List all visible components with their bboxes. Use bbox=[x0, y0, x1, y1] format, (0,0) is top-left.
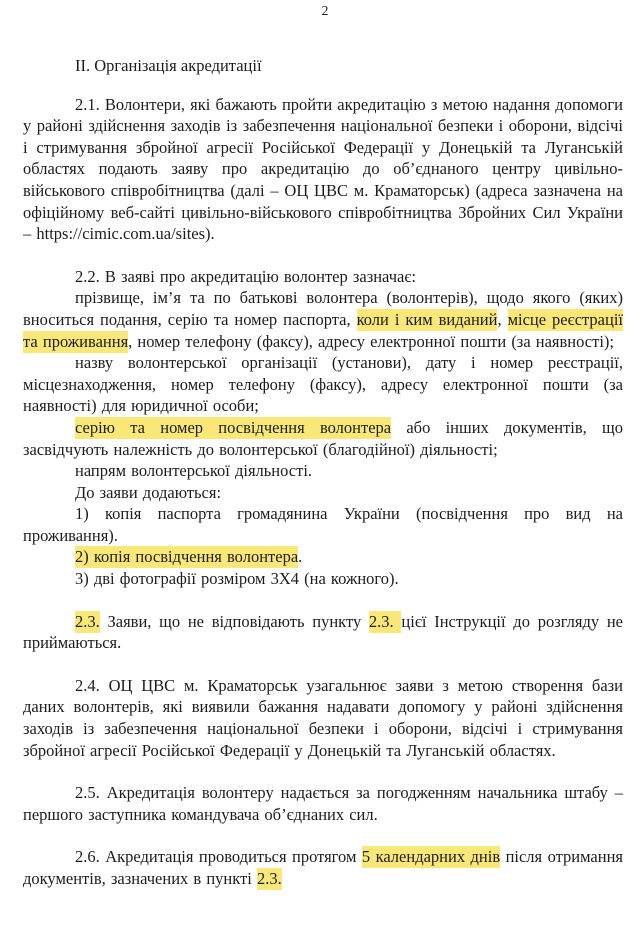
para-2-4 bbox=[23, 675, 623, 761]
para-2-2-item-personal bbox=[23, 287, 623, 352]
body-text: 2.4. ОЦ ЦВС м. Краматорськ узагальнює заяви з метою створення бази даних волонтерів, які виявили бажання надавати допомогу у районі здійснення заходів із забезпечення національної безпеки і оборони, відсічі і стримування збройної агресії Російської Федерації у Донецькій та Луганській областях. bbox=[23, 675, 623, 760]
body-text: 2.1. Волонтери, які бажають пройти акредитацію з метою надання допомоги у районі здійснення заходів із забезпечення національної безпеки і оборони, відсічі і стримування збройної агресії Російської Федерації у Донецькій та Луганській областях подають заяву про акредитацію до об’єднаного центру цивільно-військового співробітництва (далі – ОЦ ЦВС м. Краматорськ) (адреса зазначена на офіційному веб-сайті цивільно-військового співробітництва Збройних Сил України – https://cimic.com.ua/sites). bbox=[23, 94, 623, 244]
para-2-1 bbox=[23, 94, 623, 245]
body-text: прізвище, ім’я та по батькові волонтера (волонтерів), щодо якого (яких) вноситься подання, серію та номер паспорта, bbox=[23, 288, 623, 329]
body-text: . bbox=[298, 547, 303, 567]
body-text: 1) копія паспорта громадянина України (посвідчення про вид на проживання). bbox=[23, 504, 623, 545]
body-text: після отримання документів, зазначених в пункті bbox=[23, 847, 623, 888]
para-2-2-attachments-intro bbox=[23, 482, 623, 504]
para-2-2-item-certificate bbox=[23, 417, 623, 460]
body-text: , номер телефону (факсу), адресу електронної пошти (за наявності); bbox=[128, 331, 614, 351]
body-text: або інших документів, що засвідчують належність до волонтерської (благодійної) діяльності; bbox=[23, 417, 623, 459]
para-2-2-attachment-2 bbox=[23, 546, 623, 568]
body-text: До заяви додаються: bbox=[75, 482, 222, 502]
body-text: назву волонтерської організації (установи), дату і номер реєстрації, місцезнаходження, номер телефону (факсу), адресу електронної пошти (за наявності) для юридичної особи; bbox=[23, 353, 623, 416]
highlighted-text: коли і ким виданий bbox=[356, 309, 498, 329]
para-2-2-item-direction bbox=[23, 460, 623, 482]
body-text: , bbox=[497, 309, 508, 329]
para-2-6 bbox=[23, 846, 623, 889]
section-heading: ІІ. Організація акредитації bbox=[75, 56, 262, 75]
body-text: 2.5. Акредитація волонтеру надається за погодженням начальника штабу – першого заступника командувача об’єднаних сил. bbox=[23, 783, 623, 824]
para-2-2-intro bbox=[23, 266, 623, 288]
para-2-2-item-organization bbox=[23, 352, 623, 417]
para-2-2-attachment-1 bbox=[23, 503, 623, 546]
highlighted-text: місце реєстрації та проживання bbox=[23, 309, 623, 351]
body-text: напрям волонтерської діяльності. bbox=[75, 461, 313, 481]
para-2-3 bbox=[23, 611, 623, 654]
body-text: 2.2. В заяві про акредитацію волонтер зазначає: bbox=[75, 266, 416, 286]
para-2-2-attachment-3 bbox=[23, 568, 623, 590]
body-text: цієї Інструкції до розгляду не приймаються. bbox=[23, 611, 623, 653]
body-text: Заяви, що не відповідають пункту bbox=[99, 611, 369, 631]
page-number: 2 bbox=[321, 3, 329, 18]
document-paragraphs bbox=[23, 94, 623, 890]
highlighted-text: серію та номер посвідчення волонтера bbox=[75, 417, 392, 437]
body-text: 2.6. Акредитація проводиться протягом bbox=[75, 847, 362, 867]
highlighted-text: 2) копія посвідчення волонтера bbox=[75, 547, 299, 567]
highlighted-text: 2.3. bbox=[368, 611, 402, 631]
para-2-5 bbox=[23, 782, 623, 825]
highlighted-text: 2.3. bbox=[256, 869, 282, 888]
highlighted-text: 5 календарних днів bbox=[361, 847, 501, 867]
body-text: 3) дві фотографії розміром 3Х4 (на кожного). bbox=[75, 569, 399, 589]
highlighted-text: 2.3. bbox=[75, 611, 100, 631]
